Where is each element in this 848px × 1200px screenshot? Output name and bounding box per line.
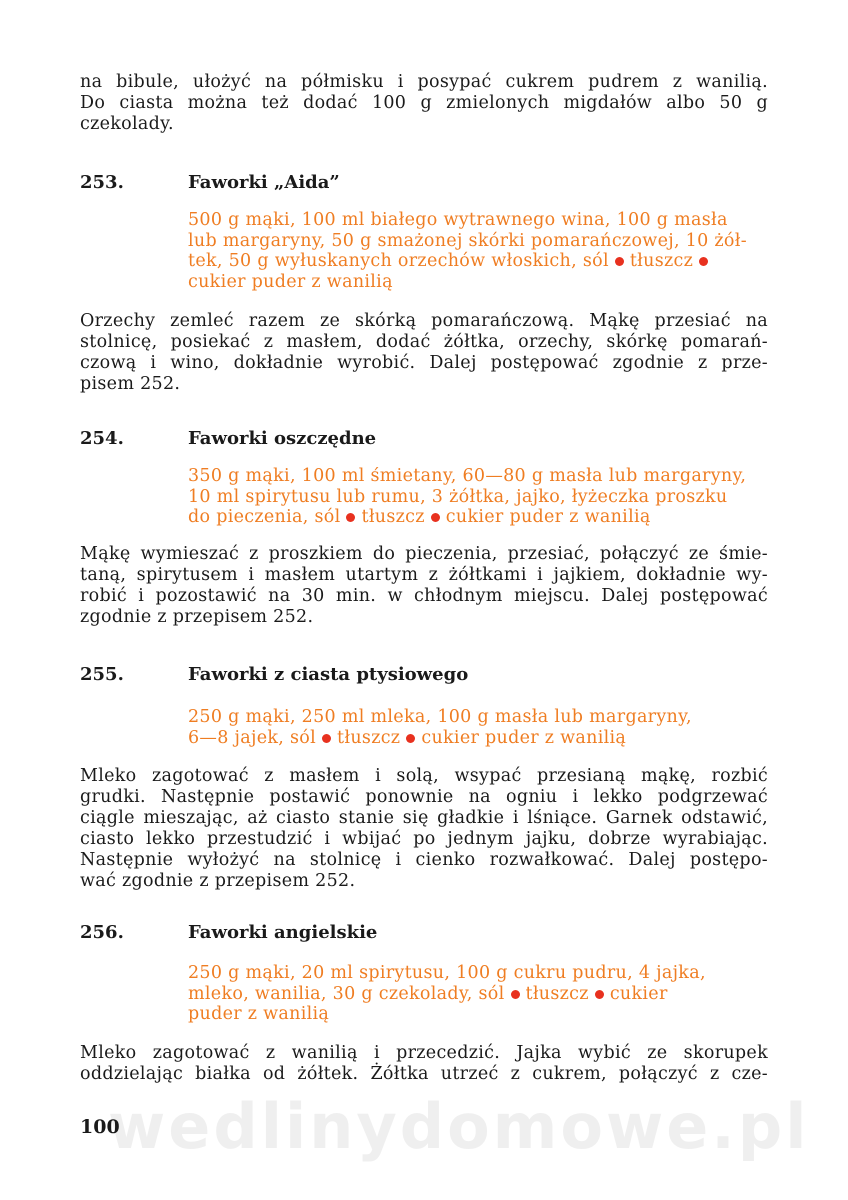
bullet-dot-icon bbox=[699, 257, 708, 266]
ingredients-line: puder z wanilią bbox=[188, 1004, 330, 1024]
ingredients-list bbox=[188, 466, 768, 528]
ingredients-text: tłuszcz bbox=[337, 727, 401, 748]
recipe-heading bbox=[80, 664, 768, 688]
text-line: czekolady. bbox=[80, 114, 174, 134]
recipe-title: Faworki angielskie bbox=[188, 922, 378, 943]
text-line: czową i wino, dokładnie wyrobić. Dalej postępować zgodnie z prze- bbox=[80, 353, 768, 373]
ingredients-line: 500 g mąki, 100 ml białego wytrawnego wina, 100 g masła bbox=[188, 210, 728, 230]
bullet-dot-icon bbox=[322, 734, 331, 743]
ingredients-line: 10 ml spirytusu lub rumu, 3 żółtka, jajko, łyżeczka proszku bbox=[188, 486, 728, 507]
ingredients-list bbox=[188, 707, 768, 748]
method-paragraph bbox=[80, 544, 768, 628]
ingredients-text: tłuszcz bbox=[629, 251, 694, 271]
text-line: oddzielając białka od żółtek. Żółtka utrzeć z cukrem, połączyć z cze- bbox=[80, 1064, 768, 1084]
text-line: Do ciasta można też dodać 100 g zmielonych migdałów albo 50 g bbox=[80, 93, 768, 113]
ingredients-line: lub margaryny, 50 g smażonej skórki pomarańczowej, 10 żół- bbox=[188, 230, 747, 251]
recipe-number: 253. bbox=[80, 172, 124, 193]
text-line: ciasto lekko przestudzić i wbijać po jednym jajku, dobrze wyrabiając. bbox=[80, 829, 768, 849]
ingredients-text: cukier puder z wanilią bbox=[445, 507, 651, 527]
text-line: Orzechy zemleć razem ze skórką pomarańczową. Mąkę przesiać na bbox=[80, 311, 768, 331]
bullet-dot-icon bbox=[346, 513, 355, 522]
method-paragraph bbox=[80, 1043, 768, 1085]
recipe-number: 254. bbox=[80, 428, 124, 449]
recipe-number: 255. bbox=[80, 664, 124, 685]
method-paragraph bbox=[80, 766, 768, 892]
bullet-dot-icon bbox=[511, 990, 520, 999]
ingredients-text: tłuszcz bbox=[361, 507, 425, 527]
ingredients-line bbox=[188, 728, 768, 749]
page-number: 100 bbox=[80, 1116, 120, 1138]
ingredients-text: tłuszcz bbox=[525, 983, 589, 1004]
text-line: na bibule, ułożyć na półmisku i posypać cukrem pudrem z wanilią. bbox=[80, 72, 768, 92]
ingredients-list bbox=[188, 210, 768, 292]
recipe-number: 256. bbox=[80, 922, 124, 943]
bullet-dot-icon bbox=[615, 257, 624, 266]
ingredients-line bbox=[188, 251, 768, 272]
watermark: wedlinydomowe.pl bbox=[108, 1090, 810, 1163]
text-line: Następnie wyłożyć na stolnicę i cienko rozwałkować. Dalej postępo- bbox=[80, 850, 768, 870]
recipe-heading bbox=[80, 922, 768, 946]
ingredients-text: mleko, wanilia, 30 g czekolady, sól bbox=[188, 983, 505, 1004]
text-line: pisem 252. bbox=[80, 374, 181, 394]
bullet-dot-icon bbox=[595, 990, 604, 999]
ingredients-line: 250 g mąki, 250 ml mleka, 100 g masła lub margaryny, bbox=[188, 707, 692, 727]
recipe-heading bbox=[80, 172, 768, 196]
ingredients-text: tek, 50 g wyłuskanych orzechów włoskich, sól bbox=[188, 251, 609, 271]
text-line: grudki. Następnie postawić ponownie na ogniu i lekko podgrzewać bbox=[80, 787, 768, 807]
text-line: Mąkę wymieszać z proszkiem do pieczenia, przesiać, połączyć ze śmie- bbox=[80, 544, 768, 564]
text-line: ciągle mieszając, aż ciasto stanie się gładkie i lśniące. Garnek odstawić, bbox=[80, 808, 768, 828]
text-line: stolnicę, posiekać z masłem, dodać żółtka, orzechy, skórkę pomarań- bbox=[80, 332, 768, 352]
text-line: robić i pozostawić na 30 min. w chłodnym miejscu. Dalej postępować bbox=[80, 586, 768, 606]
text-line: wać zgodnie z przepisem 252. bbox=[80, 871, 356, 891]
bullet-dot-icon bbox=[406, 734, 415, 743]
ingredients-text: do pieczenia, sól bbox=[188, 507, 341, 527]
text-line: Mleko zagotować z wanilią i przecedzić. Jajka wybić ze skorupek bbox=[80, 1043, 768, 1063]
ingredients-list bbox=[188, 963, 768, 1025]
recipe-title: Faworki z ciasta ptysiowego bbox=[188, 664, 469, 685]
recipe-heading bbox=[80, 428, 768, 452]
text-line: Mleko zagotować z masłem i solą, wsypać przesianą mąkę, rozbić bbox=[80, 766, 768, 786]
ingredients-text: 6—8 jajek, sól bbox=[188, 727, 317, 748]
text-line: zgodnie z przepisem 252. bbox=[80, 607, 314, 627]
ingredients-line bbox=[188, 507, 768, 528]
ingredients-text: cukier bbox=[609, 983, 668, 1004]
recipe-title: Faworki oszczędne bbox=[188, 428, 377, 449]
ingredients-line bbox=[188, 984, 768, 1005]
text-line: taną, spirytusem i masłem utartym z żółtkami i jajkiem, dokładnie wy- bbox=[80, 565, 768, 585]
ingredients-line: 250 g mąki, 20 ml spirytusu, 100 g cukru pudru, 4 jajka, bbox=[188, 963, 706, 983]
recipe-title: Faworki „Aida” bbox=[188, 172, 340, 193]
bullet-dot-icon bbox=[431, 513, 440, 522]
ingredients-text: cukier puder z wanilią bbox=[421, 727, 627, 748]
intro-paragraph bbox=[80, 72, 768, 135]
method-paragraph bbox=[80, 311, 768, 395]
ingredients-line: 350 g mąki, 100 ml śmietany, 60—80 g masła lub margaryny, bbox=[188, 466, 747, 486]
ingredients-line: cukier puder z wanilią bbox=[188, 271, 393, 292]
